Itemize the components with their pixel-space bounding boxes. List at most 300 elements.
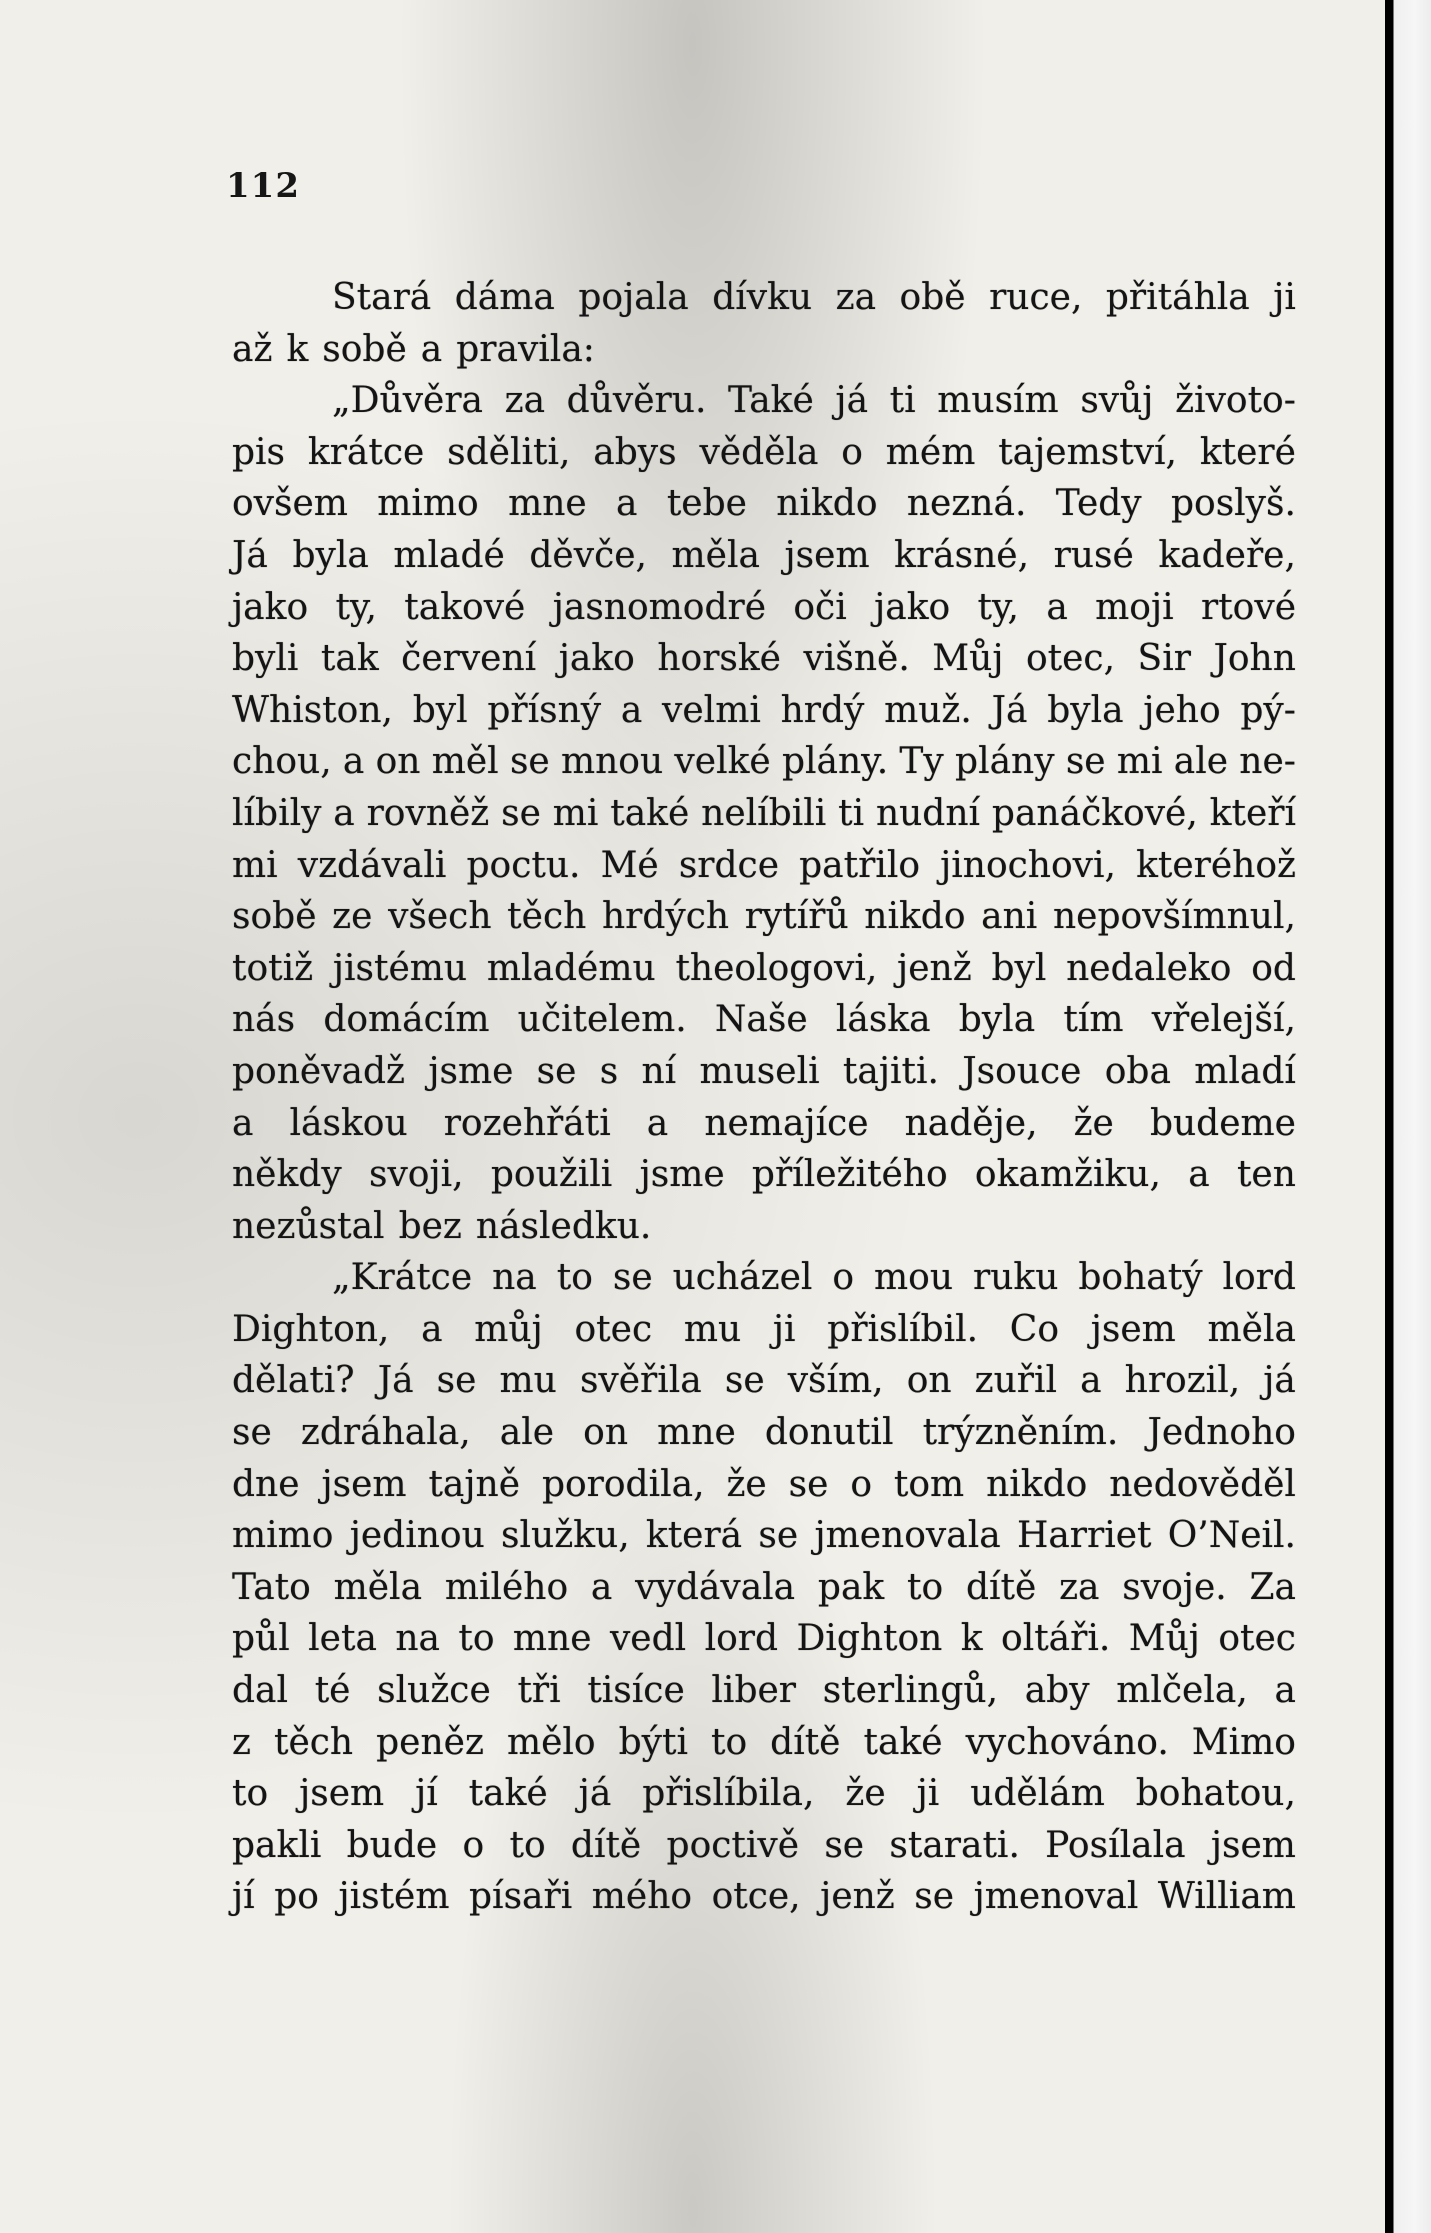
text-line (232, 685, 1296, 737)
word: mou (874, 1257, 954, 1299)
word: mi (232, 844, 278, 886)
word: Můj (1128, 1618, 1200, 1660)
word: tři (517, 1670, 561, 1712)
text-line (232, 891, 1296, 943)
word: sobě (232, 896, 317, 938)
word: nudní (875, 792, 981, 834)
word: Já (991, 689, 1028, 731)
word: „Krátce (332, 1257, 473, 1299)
word: se (1065, 741, 1106, 783)
word: se (501, 792, 541, 834)
word: líbily (232, 792, 322, 834)
word: Harriet (1016, 1515, 1152, 1557)
word: ale (1173, 741, 1229, 783)
word: jistému (332, 947, 468, 989)
word: Ty (899, 741, 944, 783)
word: jsem (299, 1773, 385, 1815)
word: sterlingů, (822, 1670, 999, 1712)
word: to (556, 1257, 593, 1299)
word: jistém (338, 1876, 450, 1918)
word: Za (1249, 1566, 1296, 1608)
word: ovšem (232, 483, 348, 525)
word: rtové (1201, 586, 1296, 628)
word: vřelejší, (1151, 999, 1296, 1041)
word: mnou (560, 741, 664, 783)
word: a (421, 1308, 443, 1350)
word: těch (273, 1721, 354, 1763)
word: bez (398, 1205, 462, 1247)
word: a (590, 1566, 613, 1608)
word: O’Neil. (1167, 1515, 1296, 1557)
text-line (232, 1098, 1296, 1150)
word: rozehřáti (443, 1102, 611, 1144)
word: byli (232, 638, 299, 680)
word: měl (431, 741, 499, 783)
word: okamžiku, (974, 1154, 1161, 1196)
word: za (1059, 1566, 1100, 1608)
word: s (599, 1050, 619, 1092)
word: Já (377, 1360, 414, 1402)
word: rytířů (744, 896, 849, 938)
word: ti (889, 380, 916, 422)
word: jmenovala (814, 1515, 1001, 1557)
word: ji (772, 1308, 796, 1350)
word: nikdo (776, 483, 878, 525)
text-line (232, 1820, 1296, 1872)
word: někdy (232, 1154, 342, 1196)
word: Whiston, (232, 689, 393, 731)
word: jí (232, 1876, 255, 1918)
word: budeme (1149, 1102, 1296, 1144)
word: já (578, 1773, 612, 1815)
word: poněvadž (232, 1050, 406, 1092)
word: se (232, 1412, 272, 1454)
word: sobě (322, 328, 407, 370)
word: bohatou, (1135, 1773, 1296, 1815)
word: nás (232, 999, 296, 1041)
word: mimo (232, 1515, 334, 1557)
word: a (1046, 586, 1068, 628)
word: až (232, 328, 273, 370)
word: jasnomodré (552, 586, 767, 628)
word: poctivě (666, 1824, 800, 1866)
word: k (286, 328, 309, 370)
word: dáma (454, 277, 555, 318)
word: k (960, 1618, 983, 1660)
text-line (232, 633, 1296, 685)
word: plány. (781, 741, 889, 783)
word: dítě (965, 1566, 1037, 1608)
word: peněz (376, 1721, 484, 1763)
word: Stará (332, 277, 432, 318)
word: jedinou (349, 1515, 485, 1557)
text-line (232, 427, 1296, 479)
word: ani (981, 896, 1038, 938)
word: velké (674, 741, 771, 783)
word: Také (728, 380, 814, 422)
word: použili (490, 1154, 613, 1196)
word: dítě (770, 1721, 841, 1763)
text-line (232, 788, 1296, 840)
word: muž. (884, 689, 972, 731)
word: pravila: (456, 328, 595, 370)
word: višně. (803, 638, 910, 680)
word: a (420, 328, 443, 370)
text-line (232, 478, 1296, 530)
word: nikdo (986, 1463, 1088, 1505)
word: těch (507, 896, 587, 938)
word: byl (412, 689, 468, 731)
text-line (232, 1665, 1296, 1717)
word: mého (591, 1876, 693, 1918)
text-line (232, 1562, 1296, 1614)
word: bohatý (1078, 1257, 1203, 1299)
word: tajemství, (998, 431, 1177, 473)
word: porodila, (541, 1463, 705, 1505)
word: a (616, 483, 638, 525)
word: udělám (970, 1773, 1105, 1815)
word: o (462, 1824, 485, 1866)
word: mi (552, 792, 599, 834)
word: „Důvěra (332, 380, 484, 422)
word: jenž (820, 1876, 895, 1918)
word: on (375, 741, 421, 783)
word: vydávala (635, 1566, 796, 1608)
word: kteří (1209, 792, 1296, 834)
word: tom (893, 1463, 965, 1505)
word: to (509, 1824, 546, 1866)
word: rovněž (366, 792, 490, 834)
word: tajně (428, 1463, 521, 1505)
word: velmi (662, 689, 761, 731)
word: trýzněním. (922, 1412, 1119, 1454)
word: láska (835, 999, 931, 1041)
word: plány (955, 741, 1055, 783)
text-line (232, 1304, 1296, 1356)
word: mimo (377, 483, 479, 525)
word: o (832, 1257, 855, 1299)
word: panáčkové, (991, 792, 1198, 834)
word: horské (657, 638, 781, 680)
word: ty, (977, 586, 1019, 628)
word: otec, (1025, 638, 1116, 680)
word: dítě (570, 1824, 642, 1866)
word: Naše (714, 999, 808, 1041)
text-line (232, 1717, 1296, 1769)
word: červení (401, 638, 537, 680)
word: lord (1222, 1257, 1296, 1299)
word: chou, (232, 741, 332, 783)
word: také (468, 1773, 548, 1815)
word: Jsouce (962, 1050, 1082, 1092)
word: se (758, 1515, 799, 1557)
word: se (436, 1360, 477, 1402)
word: sděliti, (447, 431, 571, 473)
word: tak (320, 638, 379, 680)
word: naděje, (904, 1102, 1038, 1144)
word: učitelem. (517, 999, 687, 1041)
word: ucházel (672, 1257, 813, 1299)
word: dal (232, 1670, 289, 1712)
word: o (841, 431, 863, 473)
word: býti (618, 1721, 688, 1763)
word: jako (232, 586, 309, 628)
text-line (232, 840, 1296, 892)
page-number: 112 (226, 166, 300, 206)
word: já (1263, 1360, 1296, 1402)
text-line (232, 1510, 1296, 1562)
word: ale (499, 1412, 555, 1454)
word: Mimo (1191, 1721, 1296, 1763)
word: půl (232, 1618, 290, 1660)
word: byl (991, 947, 1047, 989)
text-line (232, 1613, 1296, 1665)
word: přislíbil. (827, 1308, 979, 1350)
word: a (333, 792, 355, 834)
word: nepovšímnul, (1052, 896, 1296, 938)
word: John (1213, 638, 1296, 680)
word: jsem (321, 1463, 407, 1505)
word: jí (415, 1773, 438, 1815)
word: také (610, 792, 690, 834)
word: Posílala (1045, 1824, 1186, 1866)
word: vším, (787, 1360, 884, 1402)
word: mu (499, 1360, 557, 1402)
word: svoji, (368, 1154, 464, 1196)
text-line (232, 1768, 1296, 1820)
word: ji (1273, 277, 1296, 318)
word: hrdý (780, 689, 865, 731)
word: otec (1218, 1618, 1296, 1660)
word: byla (292, 534, 369, 576)
word: to (232, 1773, 269, 1815)
text-line (232, 324, 1296, 376)
word: leta (308, 1618, 377, 1660)
word: mu (683, 1308, 742, 1350)
word: a (1274, 1670, 1296, 1712)
word: a (342, 741, 365, 783)
word: a (232, 1102, 254, 1144)
word: pakli (232, 1824, 322, 1866)
word: totiž (232, 947, 314, 989)
word: on (906, 1360, 952, 1402)
word: patřilo (799, 844, 921, 886)
word: liber (711, 1670, 797, 1712)
word: nelíbili (701, 792, 827, 834)
word: lord (704, 1618, 779, 1660)
word: za (835, 277, 877, 318)
word: Jednoho (1147, 1412, 1296, 1454)
word: byla (1047, 689, 1124, 731)
word: jako (874, 586, 951, 628)
word: vedl (609, 1618, 687, 1660)
word: krásné, (894, 534, 1030, 576)
text-line (232, 736, 1296, 788)
word: a (1080, 1360, 1102, 1402)
word: bude (346, 1824, 438, 1866)
word: jako (558, 638, 635, 680)
word: za (504, 380, 546, 422)
word: poslyš. (1170, 483, 1296, 525)
word: se (509, 741, 550, 783)
text-line (232, 1046, 1296, 1098)
word: přislíbila, (642, 1773, 815, 1815)
word: theologovi, (675, 947, 878, 989)
word: mladí (1194, 1050, 1296, 1092)
word: ze (332, 896, 373, 938)
word: o (850, 1463, 872, 1505)
text-line (232, 1201, 1296, 1253)
word: nedaleko (1066, 947, 1232, 989)
text-line (232, 1355, 1296, 1407)
word: svůj (1080, 380, 1154, 422)
word: Sir (1137, 638, 1191, 680)
word: já (835, 380, 869, 422)
word: která (645, 1515, 743, 1557)
word: příležitého (751, 1154, 948, 1196)
word: zdráhala, (300, 1412, 471, 1454)
word: ty, (335, 586, 377, 628)
word: Co (1009, 1308, 1060, 1350)
word: pis (232, 431, 286, 473)
word: nikdo (864, 896, 966, 938)
word: svoje. (1122, 1566, 1227, 1608)
word: mne (512, 1618, 592, 1660)
word: oči (793, 586, 847, 628)
word: takové (404, 586, 526, 628)
text-line (232, 1149, 1296, 1201)
word: se (788, 1463, 829, 1505)
word: jsme (639, 1154, 725, 1196)
word: Tedy (1055, 483, 1142, 525)
text-line (232, 1407, 1296, 1459)
word: hrozil, (1124, 1360, 1241, 1402)
word: milého (444, 1566, 569, 1608)
word: jsem (1210, 1824, 1296, 1866)
word: to (711, 1721, 748, 1763)
word: jsem (784, 534, 870, 576)
word: jsem (1090, 1308, 1176, 1350)
word: nezůstal (232, 1205, 385, 1247)
word: byla (958, 999, 1036, 1041)
text-line (232, 1252, 1296, 1304)
word: ji (916, 1773, 940, 1815)
word: té (314, 1670, 351, 1712)
word: jeho (1143, 689, 1221, 731)
word: oltáři. (1001, 1618, 1111, 1660)
word: Tato (232, 1566, 311, 1608)
word: zuřil (974, 1360, 1058, 1402)
text-line (232, 1871, 1296, 1923)
word: vzdávali (297, 844, 447, 886)
word: pak (817, 1566, 885, 1608)
word: obě (899, 277, 966, 318)
text-line (232, 272, 1296, 324)
word: srdce (678, 844, 780, 886)
word: můj (474, 1308, 543, 1350)
word: mne (657, 1412, 736, 1454)
word: a (646, 1102, 669, 1144)
word: láskou (289, 1102, 408, 1144)
word: se (612, 1257, 653, 1299)
text-line (232, 582, 1296, 634)
word: Dighton, (232, 1308, 390, 1350)
word: tisíce (587, 1670, 685, 1712)
word: písaři (469, 1876, 573, 1918)
word: na (395, 1618, 440, 1660)
text-line (232, 530, 1296, 582)
word: Můj (932, 638, 1004, 680)
word: on (583, 1412, 629, 1454)
word: rusé (1053, 534, 1134, 576)
text-line (232, 943, 1296, 995)
word: měla (671, 534, 760, 576)
word: přísný (487, 689, 602, 731)
word: domácím (323, 999, 490, 1041)
word: ne- (1239, 741, 1296, 783)
word: mi (1116, 741, 1163, 783)
word: následku. (475, 1205, 652, 1247)
word: Mé (600, 844, 659, 886)
word: Já (232, 534, 268, 576)
word: věděla (699, 431, 819, 473)
word: Dighton (796, 1618, 943, 1660)
word: po (274, 1876, 319, 1918)
word: mladé (393, 534, 505, 576)
word: to (907, 1566, 944, 1608)
word: a (620, 689, 643, 731)
word: že (845, 1773, 886, 1815)
word: ruce, (989, 277, 1083, 318)
word: jsme (428, 1050, 514, 1092)
word: nedověděl (1109, 1463, 1296, 1505)
scan-edge (1385, 0, 1431, 2233)
word: měla (333, 1566, 423, 1608)
word: že (726, 1463, 767, 1505)
word: životo- (1175, 380, 1296, 422)
word: z (232, 1721, 251, 1763)
word: se (914, 1876, 955, 1918)
word: kadeře, (1158, 534, 1296, 576)
word: mne (508, 483, 587, 525)
word: že (1073, 1102, 1114, 1144)
word: donutil (764, 1412, 894, 1454)
word: to (458, 1618, 495, 1660)
word: musím (937, 380, 1059, 422)
word: pojala (578, 277, 689, 318)
word: tajiti. (842, 1050, 939, 1092)
word: ruku (972, 1257, 1059, 1299)
word: na (492, 1257, 537, 1299)
word: moji (1095, 586, 1174, 628)
word: přitáhla (1105, 277, 1250, 318)
word: nezná. (906, 483, 1027, 525)
word: kteréhož (1136, 844, 1296, 886)
word: otec (574, 1308, 653, 1350)
word: od (1251, 947, 1296, 989)
word: se (536, 1050, 577, 1092)
word: mlčela, (1116, 1670, 1248, 1712)
word: se (724, 1360, 765, 1402)
word: jmenoval (973, 1876, 1139, 1918)
word: tím (1063, 999, 1124, 1041)
word: také (863, 1721, 943, 1763)
word: krátce (307, 431, 425, 473)
word: všech (388, 896, 492, 938)
word: hrdých (601, 896, 730, 938)
text-line (232, 375, 1296, 427)
word: vychováno. (965, 1721, 1169, 1763)
